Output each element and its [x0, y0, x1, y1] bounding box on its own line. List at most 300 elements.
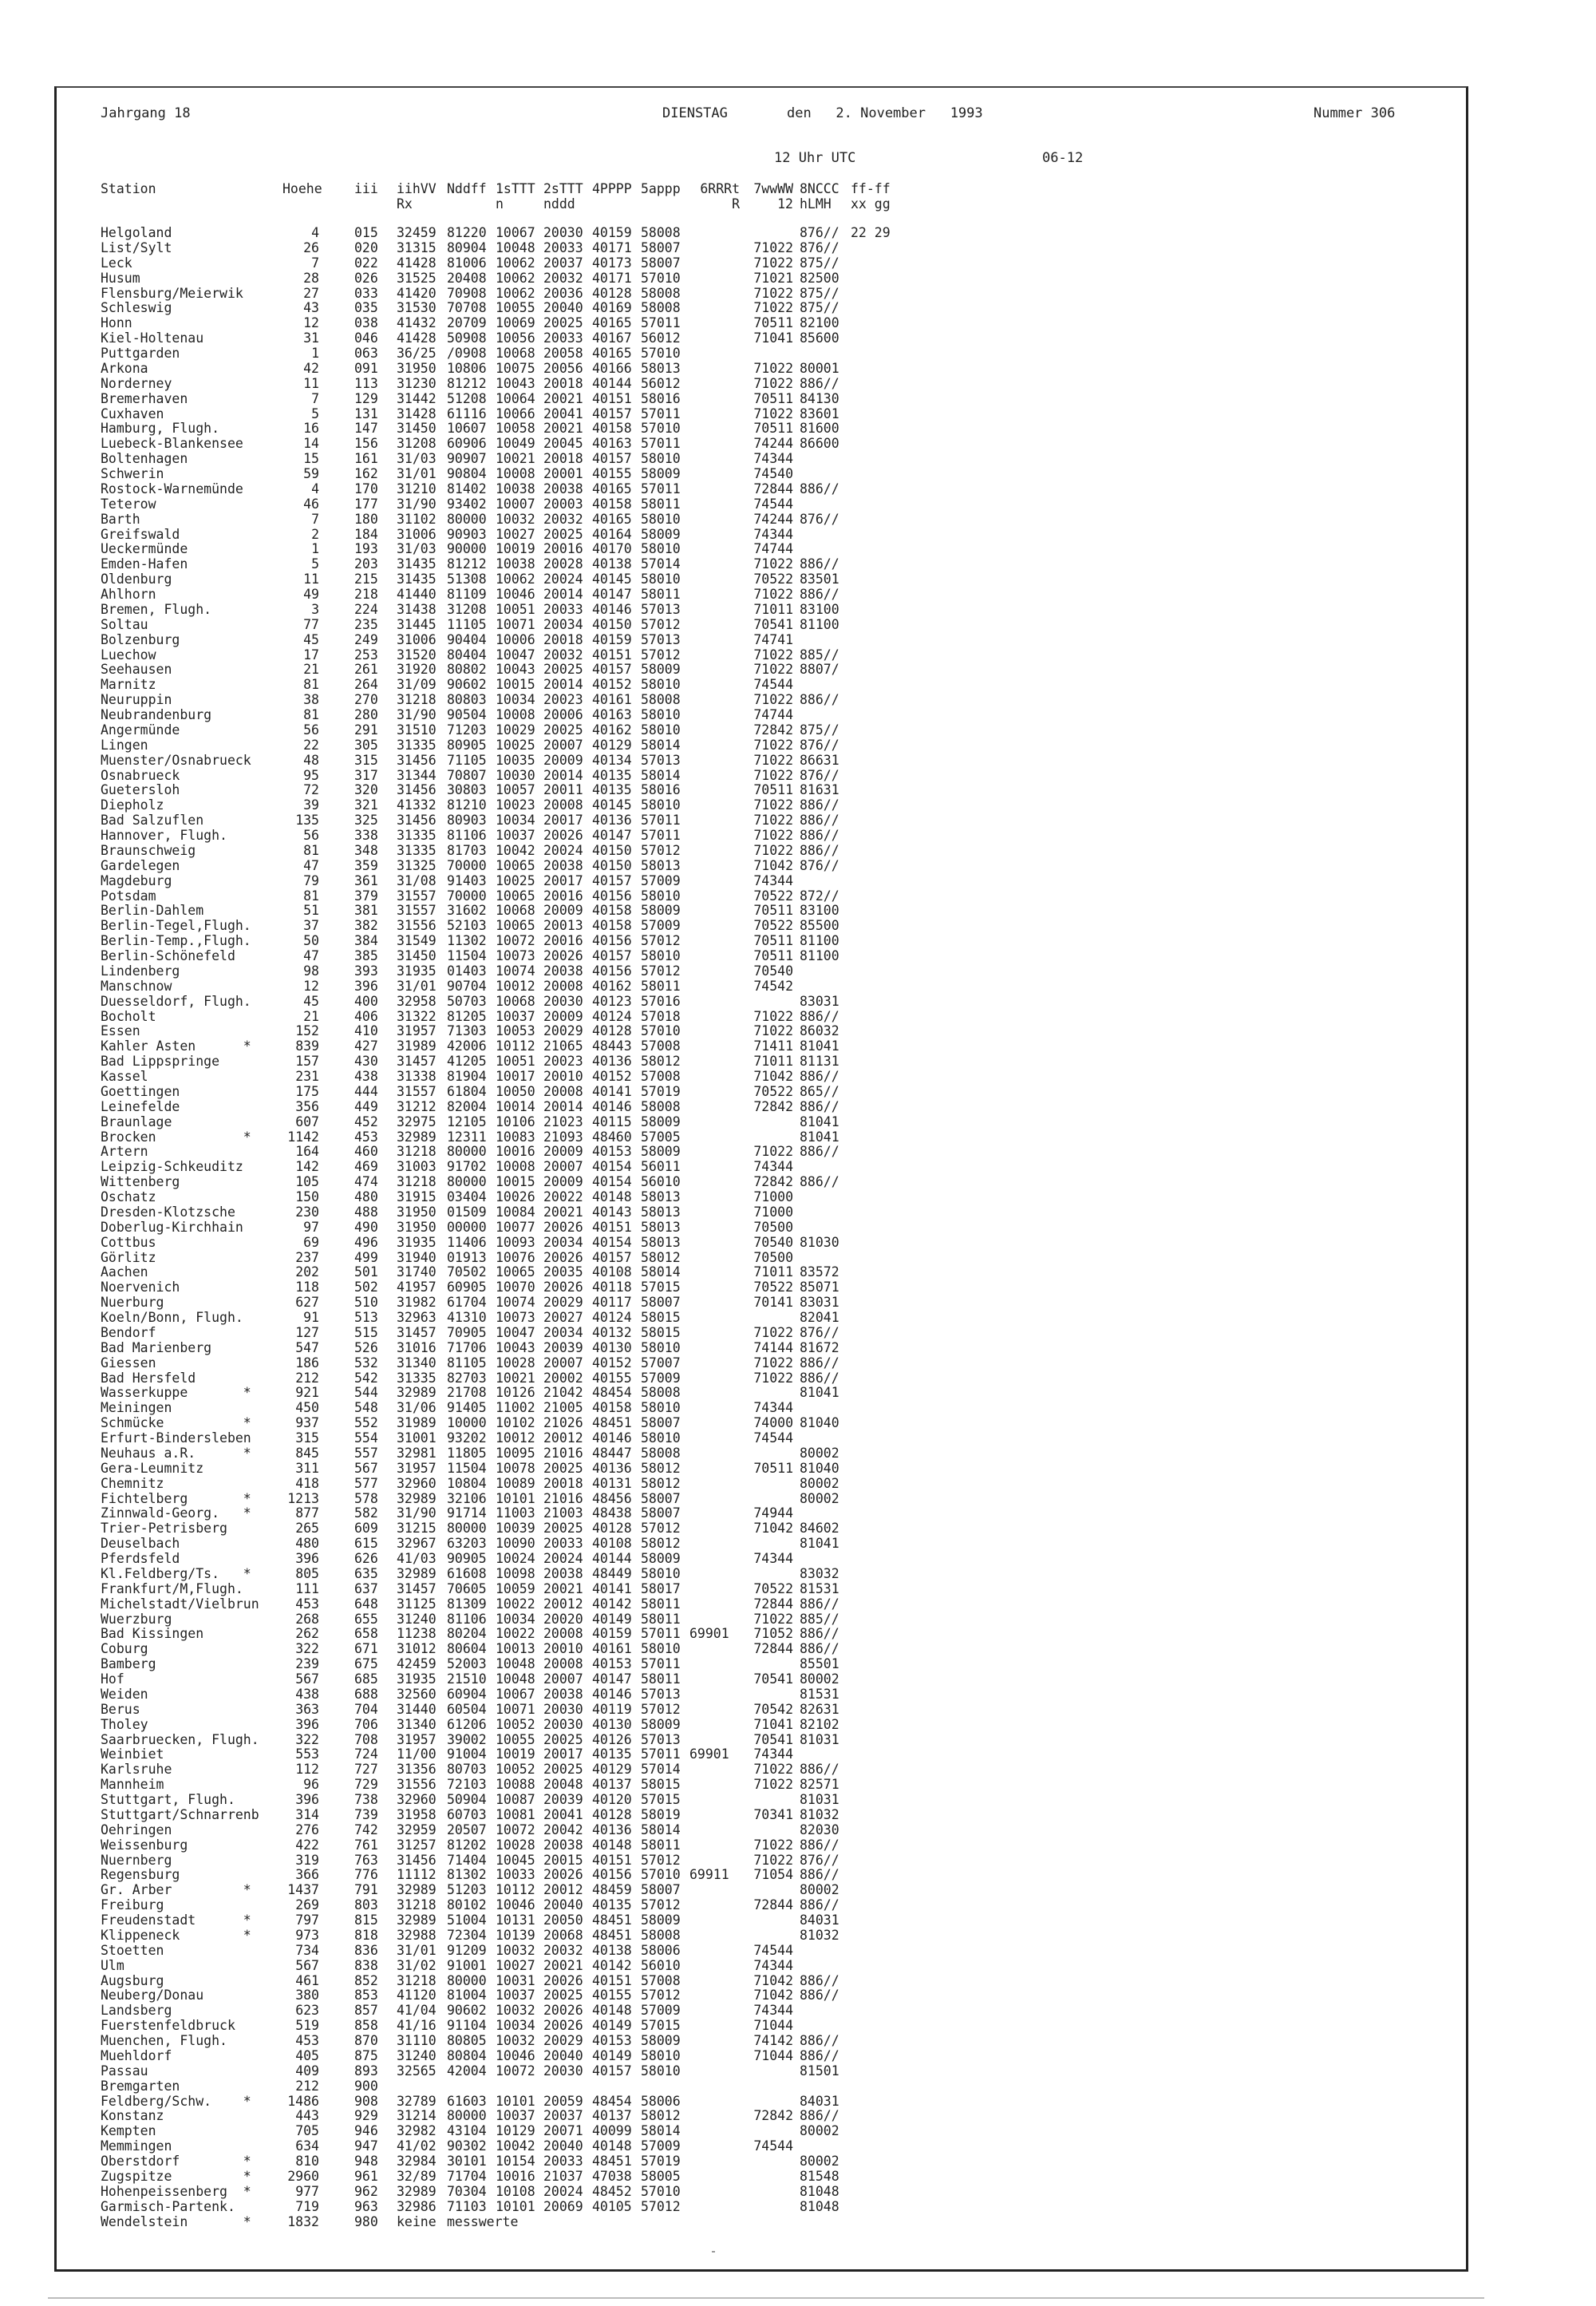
- cell-6rrrt: [689, 1295, 729, 1311]
- cell-2sttt: 20032: [543, 511, 583, 527]
- cell-nddff: 81004: [447, 1988, 487, 2003]
- cell-6rrrt: [689, 829, 729, 844]
- cell-7wwww: 71042: [753, 1521, 793, 1537]
- cell-6rrrt: [689, 271, 729, 287]
- cell-iii: 946: [354, 2123, 378, 2139]
- cell-hoehe: 319: [295, 1852, 319, 1868]
- cell-iii: 852: [354, 1972, 378, 1988]
- cell-5appp: 58016: [641, 390, 681, 406]
- cell-4pppp: 40151: [592, 1219, 632, 1235]
- cell-4pppp: 40145: [592, 797, 632, 813]
- cell-hoehe: 797: [295, 1912, 319, 1928]
- cell-4pppp: 40142: [592, 1596, 632, 1612]
- cell-7wwww: [742, 1130, 793, 1145]
- cell-4pppp: 40147: [592, 587, 632, 602]
- cell-ffff: [851, 482, 891, 497]
- cell-1sttt: 10129: [496, 2123, 535, 2139]
- cell-4pppp: 40158: [592, 421, 632, 437]
- cell-iihvv: 42459: [397, 1656, 437, 1672]
- cell-hoehe: 95: [303, 767, 319, 783]
- cell-iihvv: 31208: [397, 436, 437, 452]
- cell-1sttt: 10015: [496, 1174, 535, 1190]
- cell-nddff: 50703: [447, 993, 487, 1009]
- cell-iii: 791: [354, 1882, 378, 1898]
- cell-station: Dresden-Klotzsche: [101, 1204, 235, 1220]
- cell-5appp: 58007: [641, 1415, 681, 1431]
- cell-6rrrt: [689, 1130, 729, 1145]
- cell-1sttt: 10021: [496, 451, 535, 467]
- cell-6rrrt: [689, 1039, 729, 1054]
- cell-5appp: 57011: [641, 1626, 681, 1642]
- cell-hoehe: 175: [295, 1083, 319, 1099]
- cell-iihvv: 31322: [397, 1008, 437, 1024]
- cell-1sttt: 10008: [496, 707, 535, 722]
- cell-nddff: 10607: [447, 421, 487, 437]
- cell-2sttt: 20056: [543, 360, 583, 376]
- cell-5appp: 58011: [641, 496, 681, 512]
- cell-station: Gera-Leumnitz: [101, 1460, 204, 1476]
- cell-iii: 637: [354, 1580, 378, 1596]
- cell-ffff: [851, 1988, 891, 2003]
- cell-6rrrt: [689, 421, 729, 437]
- cell-iihvv: 31214: [397, 2108, 437, 2124]
- cell-1sttt: 10008: [496, 1159, 535, 1175]
- cell-8nccc: 886//: [800, 1596, 839, 1612]
- cell-8nccc: 80001: [800, 360, 839, 376]
- cell-nddff: 90602: [447, 677, 487, 693]
- cell-1sttt: 10062: [496, 572, 535, 587]
- cell-ffff: [851, 1597, 891, 1612]
- cell-nddff: 52003: [447, 1656, 487, 1672]
- cell-iihvv: 31510: [397, 722, 437, 738]
- cell-6rrrt: [689, 648, 729, 663]
- cell-station: Berlin-Tegel,Flugh.: [101, 918, 251, 934]
- cell-iii: 742: [354, 1821, 378, 1837]
- cell-6rrrt: [689, 2200, 729, 2215]
- cell-5appp: 56012: [641, 330, 681, 346]
- cell-2sttt: 20033: [543, 330, 583, 346]
- cell-iihvv: 31/06: [397, 1400, 437, 1416]
- cell-station: Meiningen: [101, 1400, 172, 1416]
- cell-6rrrt: [689, 2094, 729, 2110]
- cell-6rrrt: [689, 1793, 729, 1808]
- cell-8nccc: [800, 346, 839, 362]
- cell-nddff: 20507: [447, 1821, 487, 1837]
- cell-hoehe: 443: [295, 2108, 319, 2124]
- cell-hoehe: 7: [311, 511, 319, 527]
- cell-5appp: 57009: [641, 1370, 681, 1386]
- cell-hoehe: 3: [311, 601, 319, 617]
- cell-iihvv: 41120: [397, 1988, 437, 2003]
- cell-iihvv: 31/03: [397, 541, 437, 557]
- cell-7wwww: 71022: [753, 300, 793, 316]
- cell-2sttt: 20025: [543, 526, 583, 542]
- cell-hoehe: 150: [295, 1189, 319, 1204]
- cell-iihvv: 31/90: [397, 707, 437, 722]
- cell-ffff: [851, 1762, 891, 1778]
- cell-8nccc: 886//: [800, 1837, 839, 1853]
- cell-1sttt: 10056: [496, 330, 535, 346]
- cell-5appp: 57009: [641, 918, 681, 934]
- cell-hoehe: 810: [295, 2154, 319, 2169]
- cell-8nccc: 886//: [800, 1069, 839, 1084]
- cell-5appp: 58010: [641, 1339, 681, 1355]
- cell-2sttt: 20016: [543, 888, 583, 904]
- cell-1sttt: 10047: [496, 1324, 535, 1340]
- cell-7wwww: 70522: [753, 918, 793, 934]
- cell-6rrrt: [689, 2049, 729, 2064]
- cell-1sttt: 10070: [496, 1280, 535, 1295]
- cell-iihvv: 31325: [397, 857, 437, 873]
- cell-5appp: 58009: [641, 1716, 681, 1732]
- cell-station: Braunlage: [101, 1113, 172, 1129]
- cell-station: Doberlug-Kirchhain: [101, 1219, 243, 1235]
- cell-1sttt: 10029: [496, 722, 535, 738]
- cell-iihvv: 31556: [397, 1777, 437, 1793]
- cell-5appp: 57008: [641, 1972, 681, 1988]
- cell-hoehe: 553: [295, 1746, 319, 1762]
- cell-2sttt: 20027: [543, 1310, 583, 1325]
- cell-iihvv: 41432: [397, 315, 437, 331]
- cell-8nccc: 81030: [800, 1234, 839, 1250]
- cell-7wwww: 70540: [753, 1234, 793, 1250]
- column-5appp: [641, 226, 681, 2229]
- cell-4pppp: [592, 2215, 632, 2230]
- cell-1sttt: 10101: [496, 1490, 535, 1506]
- cell-7wwww: 71042: [753, 1972, 793, 1988]
- cell-8nccc: 82030: [800, 1821, 839, 1837]
- cell-6rrrt: [689, 1386, 729, 1401]
- cell-8nccc: 886//: [800, 1762, 839, 1778]
- cell-hoehe: 56: [303, 722, 319, 738]
- cell-hoehe: 268: [295, 1611, 319, 1627]
- cell-nddff: 90704: [447, 978, 487, 994]
- cell-iii: 499: [354, 1249, 378, 1265]
- cell-4pppp: 40151: [592, 1972, 632, 1988]
- cell-7wwww: 71022: [753, 360, 793, 376]
- cell-iii: 444: [354, 1083, 378, 1099]
- cell-iihvv: 31950: [397, 360, 437, 376]
- cell-hoehe: 46: [303, 496, 319, 512]
- cell-ffff: 22 29: [851, 225, 891, 240]
- cell-ffff: [851, 1070, 891, 1085]
- cell-4pppp: 40157: [592, 2063, 632, 2079]
- cell-iii: 980: [354, 2213, 378, 2229]
- cell-4pppp: 40148: [592, 2003, 632, 2019]
- cell-ffff: [851, 301, 891, 316]
- cell-2sttt: 20021: [543, 1957, 583, 1973]
- cell-7wwww: 71022: [753, 1355, 793, 1371]
- cell-2sttt: 20025: [543, 1731, 583, 1747]
- cell-iihvv: 32565: [397, 2063, 437, 2079]
- cell-ffff: [851, 467, 891, 482]
- cell-hoehe: 11: [303, 572, 319, 587]
- cell-6rrrt: [689, 2185, 729, 2200]
- cell-8nccc: 81041: [800, 1536, 839, 1552]
- cell-hoehe: 142: [295, 1159, 319, 1175]
- cell-5appp: 56010: [641, 1174, 681, 1190]
- cell-5appp: 58009: [641, 1113, 681, 1129]
- cell-hoehe: 81: [303, 888, 319, 904]
- cell-ffff: [851, 1446, 891, 1462]
- cell-iii: 249: [354, 631, 378, 647]
- cell-ffff: [851, 964, 891, 979]
- cell-station: Goettingen: [101, 1083, 180, 1099]
- cell-2sttt: 20007: [543, 1671, 583, 1687]
- cell-5appp: 58010: [641, 797, 681, 813]
- cell-station: Berlin-Dahlem: [101, 903, 204, 919]
- cell-iii: 962: [354, 2183, 378, 2199]
- cell-7wwww: 71022: [753, 1611, 793, 1627]
- cell-1sttt: 10026: [496, 1189, 535, 1204]
- cell-ffff: [851, 528, 891, 543]
- cell-nddff: 70905: [447, 1324, 487, 1340]
- cell-4pppp: 40151: [592, 647, 632, 663]
- cell-iii: 449: [354, 1098, 378, 1114]
- cell-7wwww: 71042: [753, 1069, 793, 1084]
- cell-7wwww: [742, 1823, 793, 1838]
- cell-5appp: 57011: [641, 1746, 681, 1762]
- cell-hoehe: 39: [303, 797, 319, 813]
- cell-4pppp: 40165: [592, 481, 632, 496]
- cell-hoehe: 127: [295, 1324, 319, 1340]
- cell-2sttt: 20028: [543, 556, 583, 572]
- cell-5appp: 58013: [641, 1204, 681, 1220]
- cell-6rrrt: [689, 618, 729, 633]
- cell-5appp: 58014: [641, 1264, 681, 1280]
- cell-2sttt: 20030: [543, 993, 583, 1009]
- cell-ffff: [851, 889, 891, 904]
- cell-station: Kempten: [101, 2123, 156, 2139]
- cell-nddff: messwerte: [447, 2213, 519, 2229]
- cell-iii: 385: [354, 948, 378, 963]
- cell-6rrrt: [689, 1054, 729, 1070]
- cell-iii: 460: [354, 1144, 378, 1160]
- cell-1sttt: 10081: [496, 1806, 535, 1822]
- cell-7wwww: 71022: [753, 692, 793, 708]
- cell-ffff: [851, 1295, 891, 1311]
- cell-8nccc: 81040: [800, 1415, 839, 1431]
- cell-iihvv: 31525: [397, 270, 437, 286]
- cell-iii: 177: [354, 496, 378, 512]
- cell-4pppp: 40153: [592, 1656, 632, 1672]
- cell-1sttt: 10030: [496, 767, 535, 783]
- cell-hoehe: 37: [303, 918, 319, 934]
- cell-station: Bendorf: [101, 1324, 156, 1340]
- cell-6rrrt: [689, 1205, 729, 1220]
- cell-6rrrt: [689, 587, 729, 603]
- cell-iii: 548: [354, 1400, 378, 1416]
- cell-2sttt: 20018: [543, 375, 583, 391]
- cell-5appp: 58008: [641, 300, 681, 316]
- cell-nddff: 91104: [447, 2018, 487, 2034]
- cell-4pppp: 40157: [592, 872, 632, 888]
- cell-2sttt: 20030: [543, 225, 583, 240]
- cell-1sttt: 10066: [496, 405, 535, 421]
- cell-6rrrt: [689, 1552, 729, 1567]
- cell-nddff: 71105: [447, 752, 487, 768]
- cell-station: Feldberg/Schw. *: [101, 2093, 251, 2109]
- cell-station: Neubrandenburg: [101, 707, 212, 722]
- cell-ffff: [851, 2200, 891, 2215]
- cell-hoehe: 921: [295, 1385, 319, 1401]
- column-6rrrt: [689, 226, 729, 2229]
- cell-8nccc: 81041: [800, 1038, 839, 1054]
- cell-8nccc: 81032: [800, 1806, 839, 1822]
- cell-2sttt: 20023: [543, 1054, 583, 1070]
- cell-iii: 264: [354, 677, 378, 693]
- cell-6rrrt: [689, 226, 729, 241]
- cell-station: Manschnow: [101, 978, 172, 994]
- cell-station: Leinefelde: [101, 1098, 180, 1114]
- cell-ffff: [851, 1687, 891, 1703]
- cell-iihvv: 32789: [397, 2093, 437, 2109]
- cell-4pppp: 40144: [592, 375, 632, 391]
- cell-1sttt: 10051: [496, 1054, 535, 1070]
- cell-1sttt: 10076: [496, 1249, 535, 1265]
- cell-iihvv: 32981: [397, 1445, 437, 1461]
- cell-iii: 557: [354, 1445, 378, 1461]
- cell-station: Frankfurt/M,Flugh.: [101, 1580, 243, 1596]
- cell-2sttt: 20018: [543, 451, 583, 467]
- cell-iihvv: 31210: [397, 481, 437, 496]
- cell-iii: 193: [354, 541, 378, 557]
- cell-7wwww: [742, 2079, 793, 2094]
- cell-5appp: [641, 2079, 681, 2094]
- cell-4pppp: 40131: [592, 1475, 632, 1491]
- cell-4pppp: 40157: [592, 405, 632, 421]
- cell-1sttt: [496, 2215, 535, 2230]
- cell-station: Weinbiet: [101, 1746, 164, 1762]
- cell-iii: 761: [354, 1837, 378, 1853]
- cell-iii: 578: [354, 1490, 378, 1506]
- cell-6rrrt: [689, 1010, 729, 1025]
- cell-4pppp: 40153: [592, 1144, 632, 1160]
- cell-2sttt: 20025: [543, 1521, 583, 1537]
- cell-8nccc: [800, 467, 839, 482]
- cell-iihvv: 32/89: [397, 2168, 437, 2184]
- cell-7wwww: 72844: [753, 1897, 793, 1913]
- cell-2sttt: 20033: [543, 2154, 583, 2169]
- date-label: den 2. November 1993: [787, 105, 983, 121]
- cell-2sttt: 20029: [543, 1295, 583, 1311]
- cell-6rrrt: [689, 316, 729, 331]
- cell-2sttt: 20042: [543, 1821, 583, 1837]
- cell-2sttt: 20008: [543, 1656, 583, 1672]
- cell-4pppp: 40141: [592, 1580, 632, 1596]
- cell-6rrrt: [689, 1838, 729, 1853]
- cell-iihvv: 31/03: [397, 451, 437, 467]
- cell-ffff: [851, 1883, 891, 1898]
- cell-8nccc: 82100: [800, 315, 839, 331]
- cell-1sttt: 10057: [496, 782, 535, 798]
- cell-6rrrt: [689, 1778, 729, 1793]
- cell-8nccc: 886//: [800, 828, 839, 843]
- cell-ffff: [851, 1612, 891, 1628]
- cell-2sttt: 20014: [543, 587, 583, 602]
- cell-6rrrt: [689, 844, 729, 859]
- cell-station: Emden-Hafen: [101, 556, 188, 572]
- cell-6rrrt: [689, 934, 729, 949]
- cell-6rrrt: [689, 1462, 729, 1477]
- cell-4pppp: 40117: [592, 1295, 632, 1311]
- cell-4pppp: 40129: [592, 737, 632, 753]
- cell-2sttt: [543, 2079, 583, 2094]
- cell-2sttt: 21042: [543, 1385, 583, 1401]
- cell-iii: 038: [354, 315, 378, 331]
- cell-1sttt: 10095: [496, 1445, 535, 1461]
- cell-6rrrt: [689, 1537, 729, 1552]
- cell-5appp: 57012: [641, 616, 681, 632]
- cell-ffff: [851, 844, 891, 859]
- cell-hoehe: 839: [295, 1038, 319, 1054]
- cell-2sttt: 20017: [543, 872, 583, 888]
- cell-4pppp: 40108: [592, 1264, 632, 1280]
- cell-station: Luechow: [101, 647, 156, 663]
- cell-1sttt: 10055: [496, 1731, 535, 1747]
- cell-4pppp: 40149: [592, 2047, 632, 2063]
- cell-iihvv: 31335: [397, 842, 437, 858]
- cell-iii: 704: [354, 1701, 378, 1717]
- cell-iihvv: 31950: [397, 1219, 437, 1235]
- cell-station: Aachen: [101, 1264, 148, 1280]
- cell-ffff: [851, 859, 891, 874]
- cell-hoehe: 112: [295, 1762, 319, 1778]
- cell-4pppp: 40159: [592, 631, 632, 647]
- cell-iii: 858: [354, 2018, 378, 2034]
- cell-7wwww: 71411: [753, 1038, 793, 1054]
- cell-ffff: [851, 934, 891, 949]
- cell-hoehe: 81: [303, 842, 319, 858]
- cell-8nccc: [800, 708, 839, 723]
- cell-6rrrt: [689, 557, 729, 572]
- cell-8nccc: 875//: [800, 285, 839, 301]
- cell-4pppp: 40171: [592, 270, 632, 286]
- cell-ffff: [851, 798, 891, 813]
- cell-nddff: 31602: [447, 903, 487, 919]
- cell-iihvv: 41957: [397, 1280, 437, 1295]
- cell-5appp: 58015: [641, 1310, 681, 1325]
- cell-4pppp: 40157: [592, 1249, 632, 1265]
- cell-iihvv: 32989: [397, 1882, 437, 1898]
- cell-nddff: 11406: [447, 1234, 487, 1250]
- cell-station: Zinnwald-Georg. *: [101, 1505, 251, 1521]
- cell-7wwww: 74000: [753, 1415, 793, 1431]
- cell-1sttt: 10017: [496, 1069, 535, 1084]
- cell-iihvv: 31/08: [397, 872, 437, 888]
- cell-2sttt: 20058: [543, 346, 583, 361]
- cell-7wwww: 72842: [753, 722, 793, 738]
- cell-station: Essen: [101, 1023, 140, 1039]
- cell-nddff: 20709: [447, 315, 487, 331]
- cell-nddff: 70000: [447, 888, 487, 904]
- cell-iihvv: 31935: [397, 1234, 437, 1250]
- cell-ffff: [851, 2064, 891, 2079]
- cell-ffff: [851, 542, 891, 557]
- cell-nddff: 50904: [447, 1792, 487, 1807]
- cell-hoehe: 380: [295, 1988, 319, 2003]
- cell-8nccc: 85500: [800, 918, 839, 934]
- cell-2sttt: 20050: [543, 1912, 583, 1928]
- cell-nddff: 10000: [447, 1415, 487, 1431]
- cell-ffff: [851, 1974, 891, 1989]
- cell-4pppp: 40119: [592, 1701, 632, 1717]
- cell-nddff: 80804: [447, 2047, 487, 2063]
- cell-iii: 532: [354, 1355, 378, 1371]
- cell-ffff: [851, 919, 891, 934]
- cell-4pppp: 48449: [592, 1565, 632, 1581]
- cell-1sttt: 10112: [496, 1038, 535, 1054]
